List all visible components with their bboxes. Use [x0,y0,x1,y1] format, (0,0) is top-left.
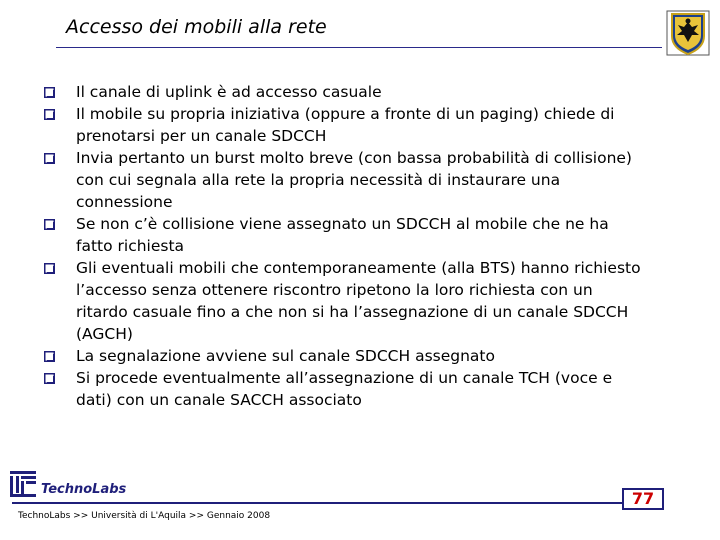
bullet-item [44,345,644,367]
bullet-text: Il mobile su propria iniziativa (oppure a fronte di un paging) chiede di prenotarsi per un canale SDCCH [76,105,615,145]
checkbox-bullet-icon [44,87,55,98]
bullet-item [44,257,644,345]
checkbox-bullet-icon [44,263,55,274]
bullet-item [44,103,644,147]
checkbox-bullet-icon [44,219,55,230]
bullet-item [44,81,644,103]
bullet-item [44,147,644,213]
coat-of-arms-icon [666,10,710,56]
bullet-text: Si procede eventualmente all’assegnazione di un canale TCH (voce e dati) con un canale SACCH associato [76,369,613,409]
technolabs-logo [10,471,127,497]
footer-text: TechnoLabs >> Università di L'Aquila >> Gennaio 2008 [18,511,271,521]
bullet-item [44,213,644,257]
checkbox-bullet-icon [44,109,55,120]
slide-title: Accesso dei mobili alla rete [66,16,327,38]
checkbox-bullet-icon [44,153,55,164]
bullet-item [44,367,644,411]
bullet-text: Invia pertanto un burst molto breve (con bassa probabilità di collisione) con cui segnala alla rete la propria necessità di instaurare una connessione [76,149,632,211]
bullet-list [44,81,644,411]
bullet-text: La segnalazione avviene sul canale SDCCH assegnato [76,347,495,365]
checkbox-bullet-icon [44,351,55,362]
bullet-text: Se non c’è collisione viene assegnato un SDCCH al mobile che ne ha fatto richiesta [76,215,609,255]
footer-divider [12,502,660,504]
title-divider [56,47,662,48]
bullet-text: Il canale di uplink è ad accesso casuale [76,83,382,101]
bullet-text: Gli eventuali mobili che contemporaneamente (alla BTS) hanno richiesto l’accesso senza ottenere riscontro ripetono la loro richiesta con un ritardo casuale fino a che non si ha l’assegnazione di un canale SDCCH (AGCH) [76,259,641,343]
logo-text: TechnoLabs [41,482,127,497]
checkbox-bullet-icon [44,373,55,384]
page-number: 77 [622,488,664,510]
